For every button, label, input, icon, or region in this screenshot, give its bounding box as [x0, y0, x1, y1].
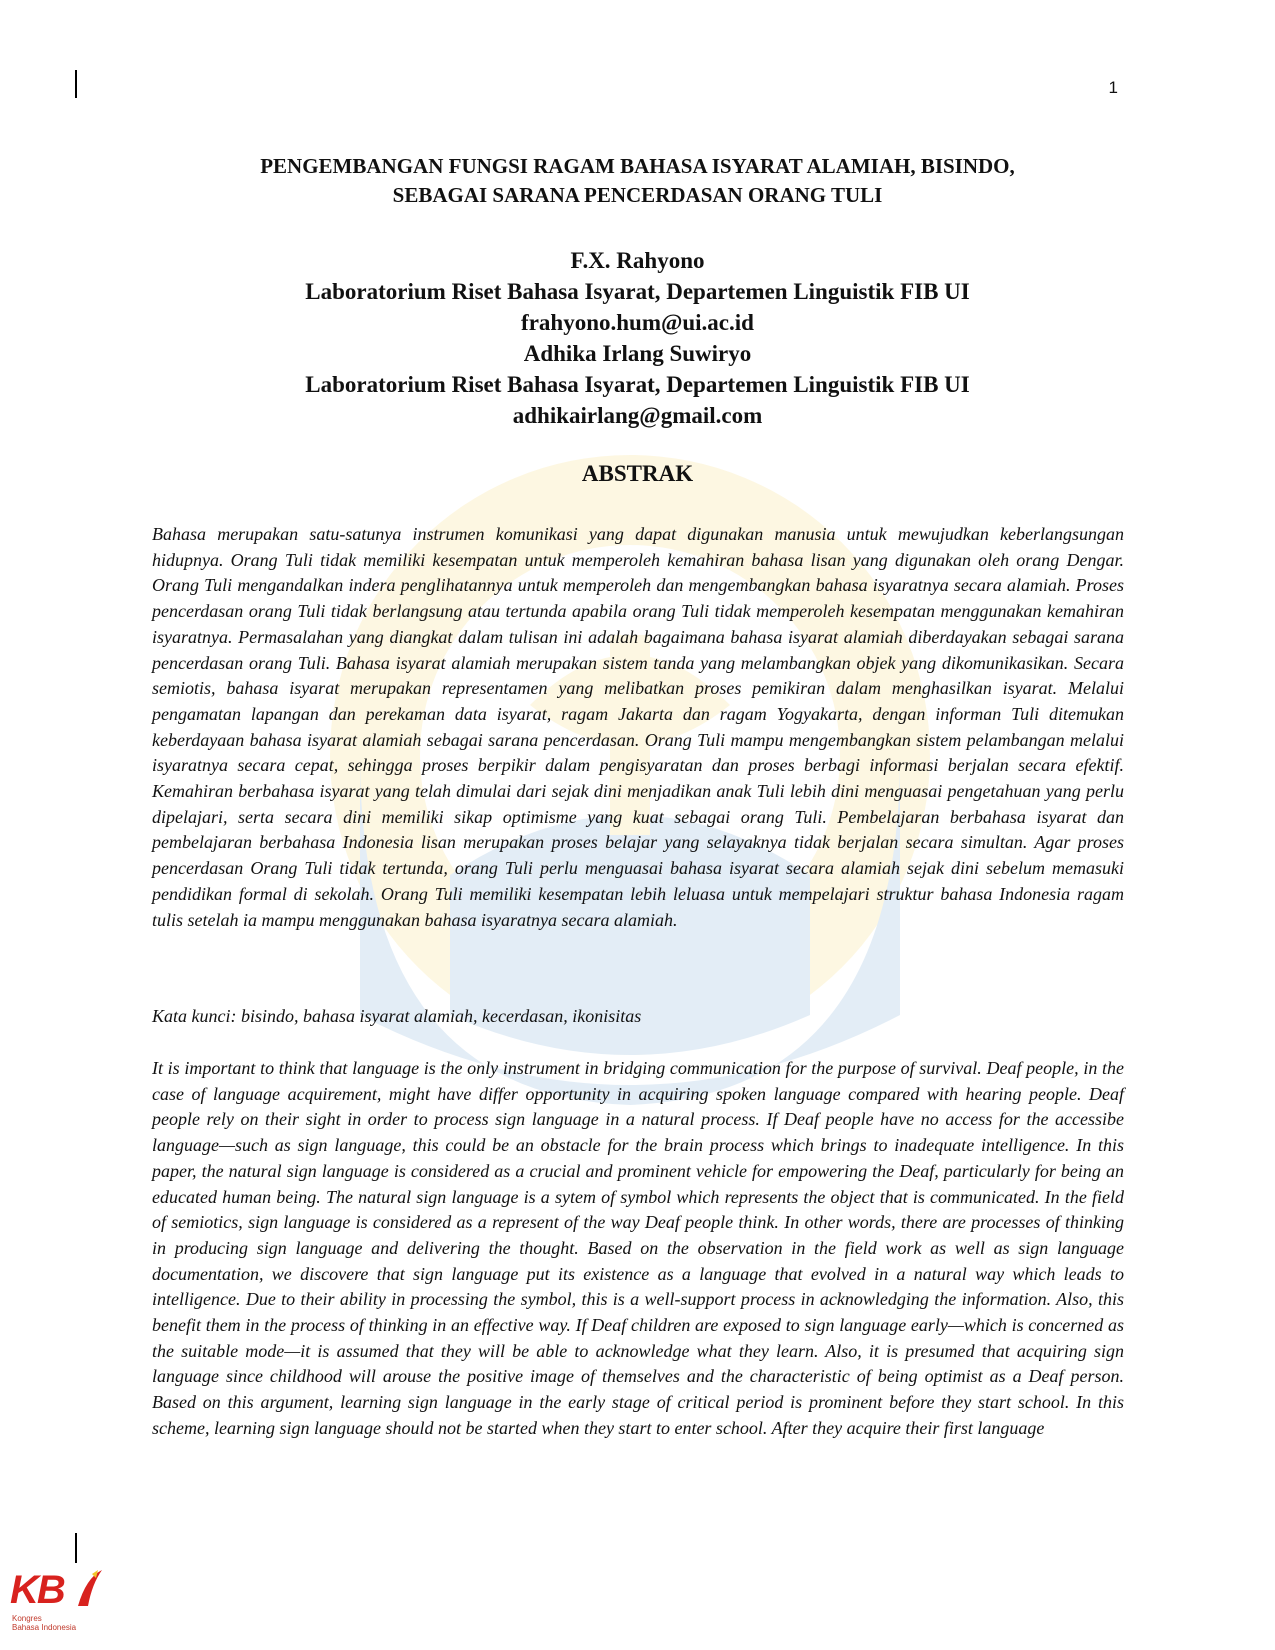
author-affiliation: Laboratorium Riset Bahasa Isyarat, Departemen Linguistik FIB UI — [305, 279, 970, 304]
page-number: 1 — [1108, 78, 1118, 97]
left-margin-bar-top — [75, 70, 77, 98]
abstract-heading: ABSTRAK — [581, 461, 694, 486]
logo-caption-line-1: Kongres — [12, 1614, 42, 1623]
author-name: Adhika Irlang Suwiryo — [523, 341, 752, 366]
kbi-logo — [10, 1568, 120, 1640]
left-margin-bar-bottom — [75, 1533, 77, 1563]
title-line-2: SEBAGAI SARANA PENCERDASAN ORANG TULI — [392, 183, 883, 207]
author-email: frahyono.hum@ui.ac.id — [521, 310, 754, 335]
keywords: Kata kunci: bisindo, bahasa isyarat alamiah, kecerdasan, ikonisitas — [152, 1006, 642, 1026]
author-email: adhikairlang@gmail.com — [512, 403, 763, 428]
logo-swoosh-icon — [72, 1568, 106, 1608]
logo-brand-text: KB — [10, 1568, 64, 1612]
abstract-english: It is important to think that language is the only instrument in bridging communication for the purpose of survival. Deaf people, in the case of language acquirement, might have differ opportunity in acquiring spoken language compared with hearing people. Deaf people rely on their sight in order to process sign language in a natural process. If Deaf people have no access for the accessibe language—such as sign language, this could be an obstacle for the brain process which brings to inadequate intelligence. In this paper, the natural sign language is considered as a crucial and prominent vehicle for empowering the Deaf, particularly for being an educated human being. The natural sign language is a sytem of symbol which represents the object that is communicated. In the field of semiotics, sign language is considered as a represent of the way Deaf people think. In other words, there are processes of thinking in producing sign language and delivering the thought. Based on the observation in the field work as well as sign language documentation, we discovere that sign language put its existence as a language that evolved in a natural way which leads to intelligence. Due to their ability in processing the symbol, this is a well-support process in acknowledging the information. Also, this benefit them in the process of thinking in an effective way. If Deaf children are exposed to sign language early—which is concerned as the suitable mode—it is assumed that they will be able to acknowledge what they learn. Also, it is presumed that acquiring sign language since childhood will arouse the positive image of themselves and the characteristic of being optimist as a Deaf person. Based on this argument, learning sign language in the early stage of critical period is prominent before they start school. In this scheme, learning sign language should not be started when they start to enter school. After they acquire their first language — [152, 1058, 1124, 1438]
paper-title — [150, 152, 1125, 210]
author-block — [150, 245, 1125, 431]
author-affiliation: Laboratorium Riset Bahasa Isyarat, Departemen Linguistik FIB UI — [305, 372, 970, 397]
abstract-indonesian: Bahasa merupakan satu-satunya instrumen komunikasi yang dapat digunakan manusia untuk mewujudkan keberlangsungan hidupnya. Orang Tuli tidak memiliki kesempatan untuk memperoleh kemahiran bahasa lisan yang digunakan oleh orang Dengar. Orang Tuli mengandalkan indera penglihatannya untuk memperoleh dan mengembangkan bahasa isyaratnya secara alamiah. Proses pencerdasan orang Tuli tidak berlangsung atau tertunda apabila orang Tuli tidak memperoleh kesempatan menggunakan kemahiran isyaratnya. Permasalahan yang diangkat dalam tulisan ini adalah bagaimana bahasa isyarat alamiah diberdayakan sebagai sarana pencerdasan orang Tuli. Bahasa isyarat alamiah merupakan sistem tanda yang melambangkan objek yang dikomunikasikan. Secara semiotis, bahasa isyarat merupakan representamen yang melibatkan proses pemikiran dalam menghasilkan isyarat. Melalui pengamatan lapangan dan perekaman data isyarat, ragam Jakarta dan ragam Yogyakarta, dengan informan Tuli ditemukan keberdayaan bahasa isyarat alamiah sebagai sarana pencerdasan. Orang Tuli mampu mengembangkan sistem pelambangan melalui isyaratnya secara cepat, sehingga proses berpikir dalam pengisyaratan dan proses berbagi informasi berjalan secara efektif. Kemahiran berbahasa isyarat yang telah dimulai dari sejak dini menjadikan anak Tuli lebih dini menguasai pengetahuan yang perlu dipelajari, serta secara dini memiliki sikap optimisme yang kuat sebagai orang Tuli. Pembelajaran berbahasa isyarat dan pembelajaran berbahasa Indonesia lisan merupakan proses belajar yang selayaknya tidak berjalan secara simultan. Agar proses pencerdasan Orang Tuli tidak tertunda, orang Tuli perlu menguasai bahasa isyarat secara alamiah sejak dini sebelum memasuki pendidikan formal di sekolah. Orang Tuli memiliki kesempatan lebih leluasa untuk mempelajari struktur bahasa Indonesia ragam tulis setelah ia mampu menggunakan bahasa isyaratnya secara alamiah. — [152, 524, 1124, 930]
logo-caption-line-2: Bahasa Indonesia — [12, 1623, 77, 1632]
title-line-1: PENGEMBANGAN FUNGSI RAGAM BAHASA ISYARAT ALAMIAH, BISINDO, — [260, 154, 1015, 178]
author-name: F.X. Rahyono — [570, 248, 705, 273]
